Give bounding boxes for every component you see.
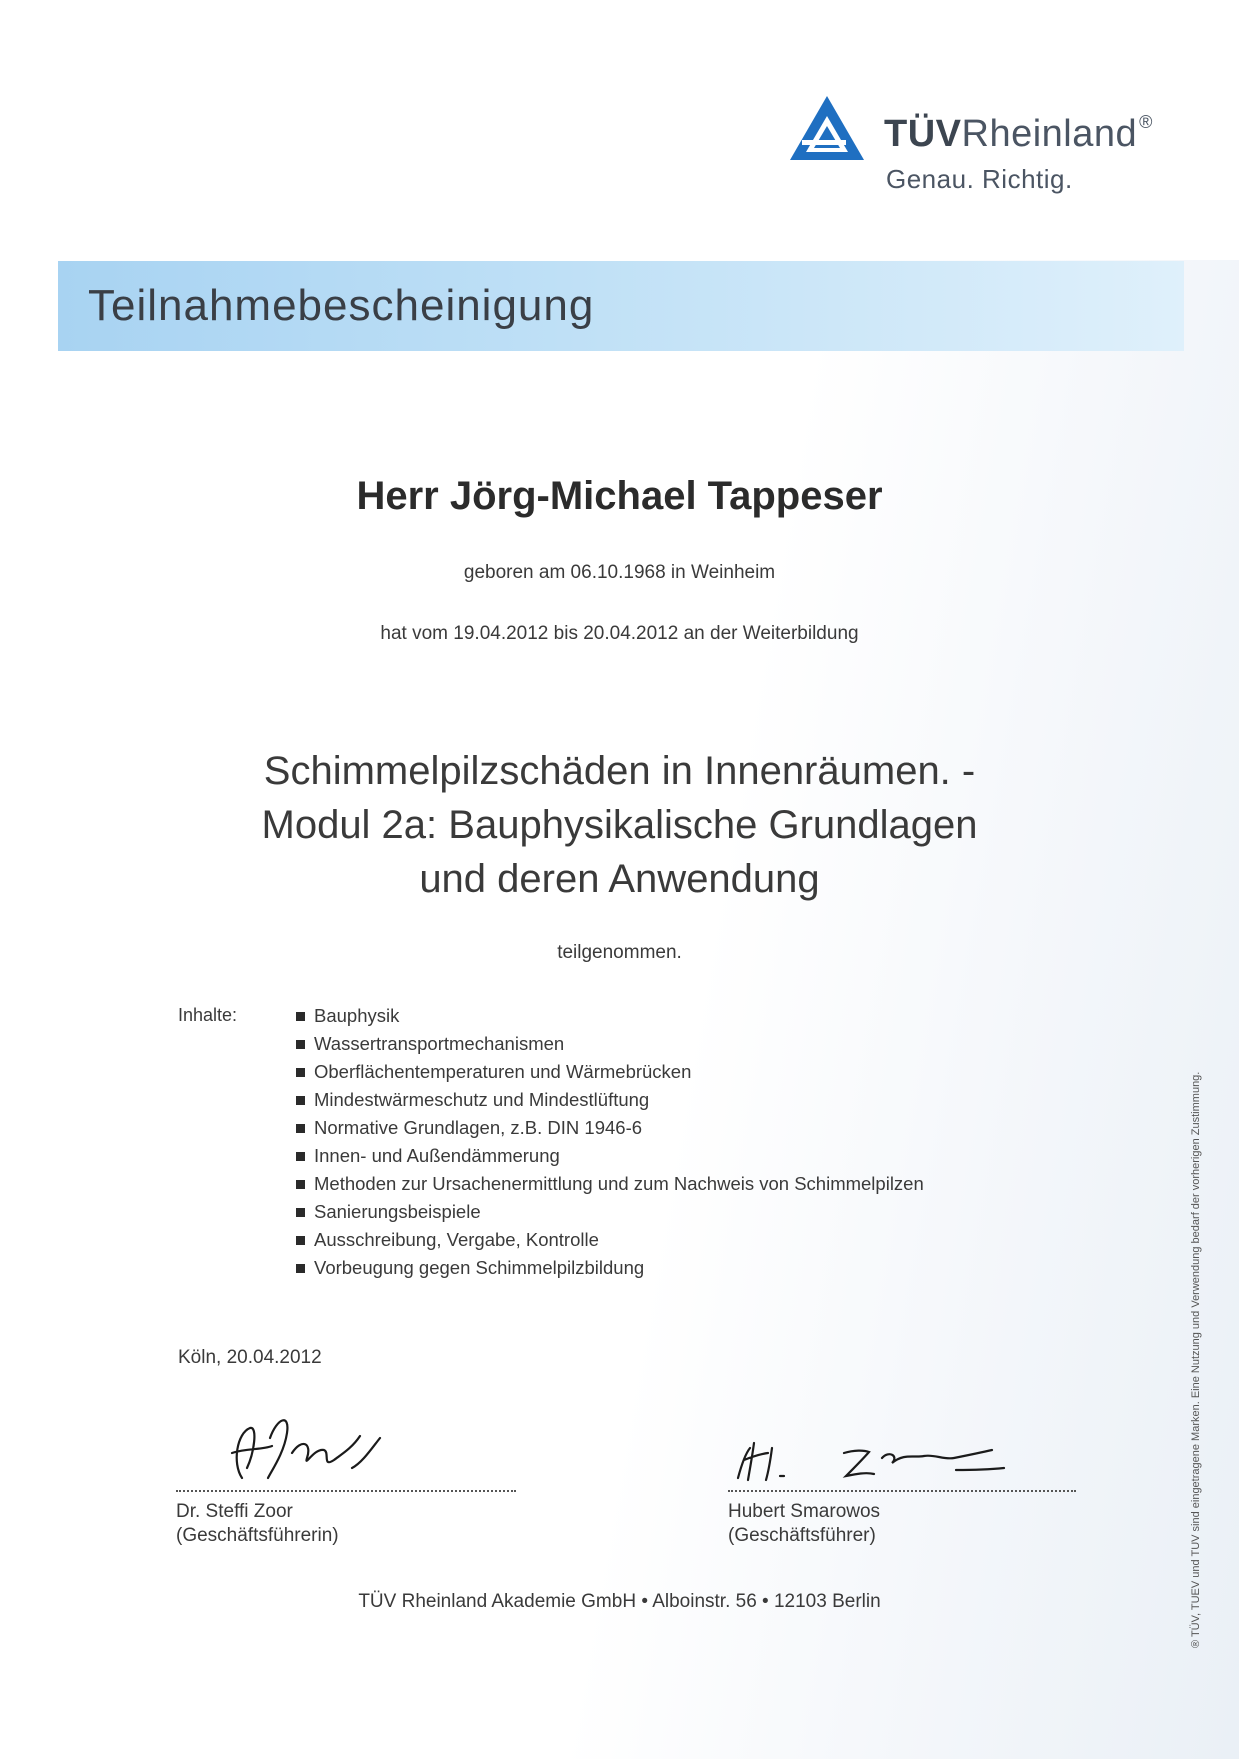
- bullet-icon: [296, 1068, 305, 1077]
- page-title: Teilnahmebescheinigung: [88, 281, 595, 330]
- list-item-text: Oberflächentemperaturen und Wärmebrücken: [314, 1061, 692, 1082]
- handwritten-signature-left: [202, 1408, 402, 1488]
- bullet-icon: [296, 1208, 305, 1217]
- signer-name: Dr. Steffi Zoor: [176, 1501, 293, 1522]
- bullet-icon: [296, 1124, 305, 1133]
- list-item-text: Vorbeugung gegen Schimmelpilzbildung: [314, 1257, 645, 1278]
- brand-tagline: Genau. Richtig.: [886, 164, 1073, 194]
- signer-role: (Geschäftsführer): [728, 1525, 876, 1546]
- attended-text: teilgenommen.: [557, 942, 682, 963]
- contents-list: [296, 1002, 924, 1282]
- bullet-icon: [296, 1012, 305, 1021]
- signer-name: Hubert Smarowos: [728, 1501, 881, 1522]
- handwritten-signature-right: [724, 1408, 1024, 1488]
- list-item: [296, 1226, 924, 1254]
- birth-info: geboren am 06.10.1968 in Weinheim: [463, 562, 776, 583]
- list-item-text: Sanierungsbeispiele: [314, 1201, 481, 1222]
- participant-name: Herr Jörg-Michael Tappeser: [356, 474, 883, 518]
- title-banner: [58, 261, 1184, 351]
- course-title-line: und deren Anwendung: [419, 857, 820, 901]
- list-item: [296, 1170, 924, 1198]
- bullet-icon: [296, 1040, 305, 1049]
- list-item: [296, 1142, 924, 1170]
- signer-left: [176, 1500, 339, 1548]
- course-title-line: Modul 2a: Bauphysikalische Grundlagen: [261, 803, 978, 847]
- list-item: [296, 1086, 924, 1114]
- signature-line: [176, 1490, 516, 1492]
- list-item: [296, 1198, 924, 1226]
- list-item: [296, 1030, 924, 1058]
- signature-left: [172, 1408, 532, 1548]
- tuv-triangle-icon: [788, 94, 866, 162]
- bullet-icon: [296, 1180, 305, 1189]
- brand-rheinland: Rheinland: [961, 113, 1138, 155]
- list-item-text: Wassertransportmechanismen: [314, 1033, 565, 1054]
- list-item-text: Mindestwärmeschutz und Mindestlüftung: [314, 1089, 650, 1110]
- list-item-text: Bauphysik: [314, 1005, 400, 1026]
- tuv-rheinland-logo: [788, 92, 1188, 202]
- bullet-icon: [296, 1264, 305, 1273]
- footer-address: TÜV Rheinland Akademie GmbH • Alboinstr. 56 • 12103 Berlin: [358, 1591, 881, 1612]
- list-item-text: Methoden zur Ursachenermittlung und zum Nachweis von Schimmelpilzen: [314, 1173, 924, 1194]
- course-title: [0, 744, 1239, 906]
- list-item-text: Innen- und Außendämmerung: [314, 1145, 560, 1166]
- bullet-icon: [296, 1096, 305, 1105]
- place-date: Köln, 20.04.2012: [178, 1347, 322, 1368]
- course-period: hat vom 19.04.2012 bis 20.04.2012 an der Weiterbildung: [380, 623, 859, 644]
- list-item: [296, 1114, 924, 1142]
- list-item-text: Normative Grundlagen, z.B. DIN 1946-6: [314, 1117, 643, 1138]
- bullet-icon: [296, 1152, 305, 1161]
- course-title-line: Schimmelpilzschäden in Innenräumen. -: [263, 749, 976, 793]
- signature-line: [728, 1490, 1076, 1492]
- list-item: [296, 1002, 924, 1030]
- trademark-note: ® TÜV, TUEV und TUV sind eingetragene Marken. Eine Nutzung und Verwendung bedarf der vorherigen Zustimmung.: [1190, 1071, 1202, 1648]
- list-item-text: Ausschreibung, Vergabe, Kontrolle: [314, 1229, 599, 1250]
- brand-name: [884, 112, 1153, 156]
- list-item: [296, 1058, 924, 1086]
- list-item: [296, 1254, 924, 1282]
- signer-role: (Geschäftsführerin): [176, 1525, 339, 1546]
- registered-mark: ®: [1139, 112, 1153, 132]
- brand-tuv: TÜV: [884, 113, 962, 155]
- signature-right: [724, 1408, 1072, 1548]
- contents-label: Inhalte:: [178, 1005, 238, 1025]
- bullet-icon: [296, 1236, 305, 1245]
- signer-right: [728, 1500, 880, 1548]
